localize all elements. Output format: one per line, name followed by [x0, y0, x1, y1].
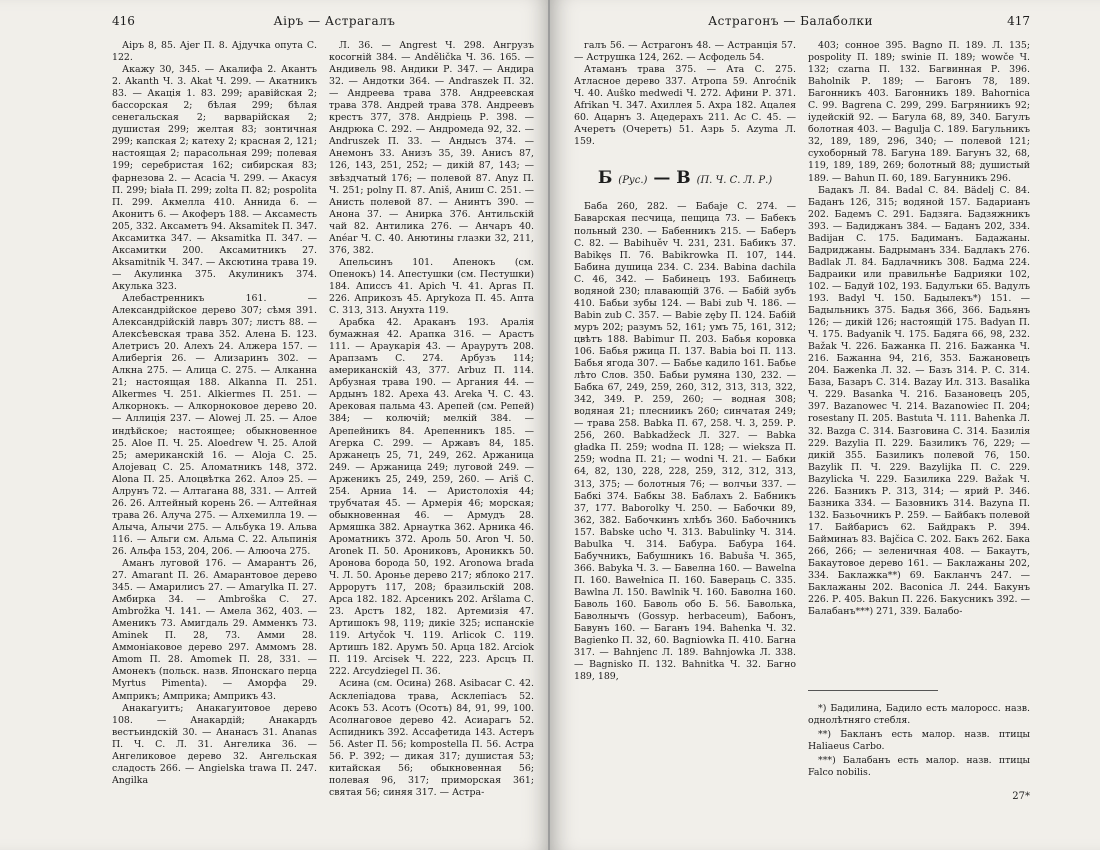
- left-column-2: [329, 40, 534, 840]
- footnote: ***) Балабанъ есть малор. назв. птицы Falco nobilis.: [808, 755, 1030, 779]
- footnote: **) Бакланъ есть малор. назв. птицы Haliaeus Carbo.: [808, 729, 1030, 753]
- right-running-header: [574, 14, 1030, 32]
- paragraph: галъ 56. — Астрагонъ 48. — Астранція 57. — Аструшка 124, 262. — Асфодель 54.: [574, 40, 796, 64]
- right-header-title: Астрагонъ — Балаболки: [708, 14, 873, 28]
- section-letter-b: Б: [597, 168, 613, 189]
- section-letter-v: В: [676, 168, 691, 189]
- left-running-header: [112, 14, 534, 32]
- paragraph: Бадакъ Л. 84. Badal С. 84. Bädelj С. 84. Баданъ 126, 315; водяной 157. Бадарианъ 202. Бадемъ С. 291. Бадзяга. Бадзяжникъ 393. — Бадиджанъ 384. — Баданъ 202, 334. Badiјан С. 175. Бадиманъ. Бадажаны. Бадриджаны. Бадрыманъ 334. Бадлакъ 276. Badlak Л. 84. Бадлачникъ 308. Бадма 224. Бадраики или правильнѣе Бадрияки 102, 102. — Бадуй 102, 193. Бадулъки 65. Bадулъ 193. Badyl Ч. 150. Бадылекъ*) 151. — Бадыльникъ 375. Бадья 366, 366. Бадьянъ 126; — дикій 126; настоящій 175. Badyan П. Ч. 175. Badyanik Ч. 175. Бадяга 66, 98, 232. Bažak Ч. 226. Бажанка П. 216. Бaжaнка Ч. 216. Бажанна 94, 216, 353. Бажановецъ 204. Бажenka Л. 32. — Базъ 314. Р. С. 314. База, Базаръ С. 314. Bazay Ил. 313. Basalika Ч. 229. Basanka Ч. 216. Базановецъ 205, 397. Bazanowec Ч. 214. Bazanowiec П. 204; rosestany П. 205. Bastuta Ч. 111. Bahenka Л. 32. Bazga С. 314. Базговина С. 314. Базилія 229. Bazylia П. 229. Базиликъ 76, 229; — дикій 355. Базиликъ полевой 76, 150. Bazylik П. Ч. 229. Bazylijka П. С. 229. Bazylicka Ч. 229. Базилика 229. Bažak Ч. 226. Базникъ Р. 313, 314; — ярий Р. 346. Базника 334. — Базовникъ 314. Bazyna П. 132. Базьочникъ Р. 259. — Байбакъ полевой 17. Байбарисъ 62. Байдракъ Р. 394. Байминаъ 83. Bajčica С. 202. Бакъ 262. Бака 266, 266; — зеленичная 408. — Бакаутъ, Бакаутовое дерево 161. — Баклажаны 202, 334. Баклажка**) 69. Бакланчъ 247. — Баклажаны 202. Baconica Л. 244. Бакунъ 226. Р. 405. Bakun П. 226. Бакусникъ 392. — Балабанъ***) 271, 339. Балабо-: [808, 184, 1030, 618]
- right-column-1: [574, 40, 796, 840]
- left-page-number: 416: [112, 14, 135, 28]
- left-column-1: [112, 40, 317, 840]
- paragraph: Баба 260, 282. — Бабаје С. 274. — Баварская песчица, пещица 73. — Бабекъ польный 230. — Бабенникъ 215. — Баберъ С. 82. — Babihuěv Ч. 231, 231. Бабикъ 37. Babikęs П. 76. Babikrowka П. 107, 144. Бабина душица 234. С. 234. Babina dachila С. 46, 342. — Бабинецъ 193. Бабинецъ водяной 230; плавающій 376. — Бабій зубъ 410. Бабьи зубы 124. — Babi zub Ч. 186. — Babin zub С. 357. — Babie zęby П. 124. Бабій муръ 202; разумъ 52, 161; умъ 75, 161, 312; цвѣтъ 188. Babimur П. 203. Бабья коровка 106. Бабья ржица П. 137. Babia boi П. 113. Бабья ягода 307. — Бабье кадило 161. Бабье лѣто Слов. 350. Бабьи румяна 130, 232. — Бабка 67, 249, 259, 260, 312, 313, 313, 322, 342, 349. Р. 259, 260; — водная 308; водяная 21; плесниикъ 260; синчатая 249; — трава 258. Babka П. 67, 258. Ч. 3, 259. Р. 256, 260. Babkadžeck Л. 327. — Babka gładka П. 259; wodna П. 128; — wieksza П. 259; wodna П. 21; — wodni Ч. 21. — Бабки 64, 82, 130, 228, 228, 259, 312, 312, 313, 313, 375; — болотныя 76; — волчьи 337. — Бабкі 374. Бабкы 38. Баблахъ 2. Бабникъ 37, 177. Baborolky Ч. 250. — Бабочки 89, 362, 382. Бабочкинъ хлѣбъ 360. Бабочникъ 157. Babske ucho Ч. 313. Babulinky Ч. 314. Babulka Ч. 314. Бабура. Бабура 164. Бабучникъ, Бабушникъ 16. Babuša Ч. 365, 366. Babyka Ч. 3. — Бавелна 160. — Bawelna П. 160. Bawełnica П. 160. Бавераць С. 335. Bawlna Л. 150. Bawlnik Ч. 160. Баволна 160. Баволь 160. Баволь обо Б. 56. Баволька, Баволнычъ (Gossyp. herbaceum), Бабонъ, Бавунъ 160. — Баганъ 194. Bahenka Ч. 32. Bagienko П. 32, 60. Bagniowka П. 410. Багна 317. — Bahnjenc Л. 189. Bahnjowka Л. 338. — Bagnisko П. 132. Bahnitka Ч. 32. Багно 189, 189,: [574, 201, 796, 683]
- left-header-title: Аiръ — Астрагалъ: [273, 14, 396, 28]
- paragraph: Аiръ 8, 85. Ajer П. 8. Аjдучка опута С. 122.: [112, 40, 317, 64]
- section-heading: Б (Рус.) — В (П. Ч. С. Л. Р.): [597, 168, 773, 189]
- right-column-2: [808, 40, 1030, 840]
- paragraph: Анакагуитъ; Анакагуитовое дерево 108. — Анакардій; Анакардъ вестъиндскій 30. — Ананасъ 31. Ananas П. Ч. С. Л. 31. Ангелика 36. — Ангеликовое дерево 32. Ангельская сладость 266. — Angielska trawa П. 247. Angilka: [112, 702, 317, 786]
- left-columns: [112, 40, 534, 840]
- footnote: *) Бадилина, Бадило есть малоросс. назв. однолѣтняго стебля.: [808, 703, 1030, 727]
- footnote-rule: [808, 690, 938, 697]
- footnotes: [808, 703, 1030, 779]
- section-note-rus: (Рус.): [618, 175, 648, 187]
- right-page: [550, 0, 1100, 850]
- section-note-langs: (П. Ч. С. Л. Р.): [696, 175, 773, 187]
- signature-mark: 27*: [1012, 791, 1030, 803]
- paragraph: Арабка 42. Араканъ 193. Аралія бумажная 42. Арапка 316. — Арастъ 111. — Араукарія 43. — Араурутъ 208. Арапзамъ С. 274. Арбузъ 114; американскій 43, 377. Arbuz П. 114. Арбузная трава 190. — Аргания 44. — Ардынъ 182. Ареха 43. Areka Ч. С. 43. Арековая пальма 43. Арепей (см. Репей) 384; — колючій; мелкій 384. — Арепейникъ 84. Арепенникъ 185. — Агерка С. 299. — Аржавъ 84, 185. Аржанецъ 25, 71, 249, 262. Аржаница 249. — Аржаница 249; луговой 249. — Арженикъ 25, 249, 259, 260. — Arіš С. 254. Арниа 14. — Аристолохія 44; трубчатая 45. — Армерія 46; морская; обыкновенная 46. — Армудъ 28. Армяшка 382. Арнаутка 362. Арника 46. Ароматникъ 372. Ароль 50. Aron Ч. 50. Aronek П. 50. Арониковъ, Арониккъ 50. Аронова борода 50, 192. Aronowa brada Ч. Л. 50. Аронье дерево 217; яблоко 217. Аррорутъ 117, 208; бразильскій 208. Арса 182. 182. Арсеникъ 202. Aršlama С. 23. Арстъ 182, 182. Артемизія 47. Артишокъ 98, 119; дикіе 325; испанскіе 119. Artyčok Ч. 119. Arlicok С. 119. Артишъ 182. Арумъ 50. Арца 182. Arciok П. 119. Arcisek Ч. 222, 223. Арсцъ П. 222. Arcydziegel П. 36.: [329, 317, 534, 678]
- paragraph: Апельсинъ 101. Апенокъ (см. Опенокъ) 14. Апестушки (см. Пестушки) 184. Аписсъ 41. Apich Ч. 41. Apras П. 226. Априкозъ 45. Aprykoza П. 45. Апта С. 313, 313. Анухта 119.: [329, 256, 534, 317]
- paragraph: Алебастренникъ 161. — Александрійское дерево 307; сѣмя 391. Александрійскій лавръ 307; листъ 88. — Алексѣевская трава 352. Алена Б. 123. Алетрисъ 20. Алехъ 24. Алжера 157. — Алибергія 26. — Ализаринъ 302. — Алкна 275. — Алица С. 275. — Алканна 21; настоящая 188. Alkanna П. 251. Alkermes Ч. 251. Alkiermes П. 251. — Алкорнокъ. — Алкорноковое дерево 20. — Аллиція 237. — Alowej Л. 25. — Алое индѣйское; настоящее; обыкновенное 25. Aloe П. Ч. 25. Aloedrew Ч. 25. Алой 25; американскій 16. — Aloja С. 25. Алоjевац С. 25. Аломатникъ 148, 372. Alona П. 25. Алоцвѣтка 262. Алоэ 25. — Алрунъ 72. — Алтагана 88, 331. — Алтей 26. 26. Алтейный корень 26. — Алтейная трава 26. Алуча 275. — Алхемилла 19. — Алыча, Алычи 275. — Альбука 19. Альва 116. — Альги см. Альма С. 22. Альпинія 26. Альфа 153, 204, 206. — Алюоча 275.: [112, 292, 317, 557]
- paragraph: Атаманъ трава 375. — Ата С. 275. Атласное дерево 337. Атропа 59. Anroćnik Ч. 40. Auško medwedi Ч. 272. Афини Р. 371. Afrikan Ч. 347. Ахиллея 5. Axpa 182. Ацалея 60. Ацарнъ 3. Ацедерахъ 211. Ac С. 45. — Ачеретъ (Очеретъ) 51. Азрь 5. Azyma Л. 159.: [574, 64, 796, 148]
- paragraph: 403; сонное 395. Bagno П. 189. Л. 135; pospolity П. 189; swinie П. 189; wowče Ч. 132; czarna П. 132. Багвинная Р. 396. Baholnik Р. 189; — Багонъ 78, 189. Багонникъ 403. Багонникъ 189. Bahornica С. 99. Bagrena С. 299, 299. Багряниикъ 92; iyдейскій 92. — Багула 68, 89, 340. Багулъ болотная 403. — Bagulja С. 189. Багульникъ 32, 189, 189, 296, 340; — полевой 121; сухоборный 78. Багуна 189. Багунъ 32, 68, 119, 189, 189, 269; болотный 88; душистый 189. — Bahun П. 60, 189. Багунникъ 296.: [808, 40, 1030, 184]
- right-columns: [574, 40, 1030, 840]
- paragraph: Акажу 30, 345. — Акалифа 2. Акантъ 2. Akanth Ч. 3. Akat Ч. 299. — Акатникъ 83. — Акація 1. 83. 299; аравійская 2; бассорская 2; бѣлая 299; бѣлая сенегальская 2; варварійская 2; душистая 299; желтая 83; зонтичная 299; капская 2; катеху 2; красная 2, 121; настоящая 2; парасольная 299; полевая 199; серебристая 162; сибирская 83; фарнезова 2. — Acacia Ч. 299. — Акасуя П. 299; biała П. 299; zolta П. 82; pospolita П. 299. Акмелла 410. Аннида 6. — Аконитъ 6. — Акоферъ 188. — Аксаместь 205, 332. Аксаметъ 94. Aksamitek П. 347. Аксамитка 347. — Aksamitka П. 347. — Аксамитки 200. Аксамитникъ 27. Aksamitnik Ч. 347. — Аксютина трава 19. — Акулинка 375. Акулиникъ 374. Акулька 323.: [112, 64, 317, 292]
- paragraph: Асина (см. Осина) 268. Asibacar С. 42. Асклепіадова трава, Асклепiасъ 52. Асокъ 53. Асотъ (Осотъ) 84, 91, 99, 100. Асолнаговое дерево 42. Асиарагъ 52. Аспидникъ 392. Ассафетида 143. Астеръ 56. Aster П. 56; kompostella П. 56. Астра 56. Р. 392; — дикая 317; душистая 53; китайская 56; обыкновенная 56; полевая 96, 317; приморская 361; святая 56; синяя 317. — Астра-: [329, 678, 534, 798]
- paragraph: Л. 36. — Angrest Ч. 298. Ангрузъ косогнiй 384. — Andělička Ч. 36. 165. — Андивель 98. Андики Р. 347. — Андира 32. — Андотки 364. — Andraszek П. 32. — Андреева трава 378. Андреевская трава 378. Андрей трава 378. Андреевъ крестъ 377, 378. Андрiець Р. 398. — Андрюка С. 292. — Андромеда 92, 32. — Andruszek П. 33. — Андысъ 374. — Анемонъ 33. Анизъ 35, 39. Анисъ 87, 126, 143, 251, 252; — дикій 87, 143; — звѣздчатый 176; — полевой 87. Anyz П. Ч. 251; polny П. 87. Aniš, Аниш С. 251. — Анисть полевой 87. — Анинтъ 390. — Анона 37. — Анирка 376. Антильскій чай 82. Антилика 276. — Анчаръ 40. Anéar Ч. С. 40. Анютины глазки 32, 211, 376, 382.: [329, 40, 534, 256]
- paragraph: Аманъ луговой 176. — Амарантъ 26, 27. Amarant П. 26. Амарантовое дерево 345. — Амарилисъ 27. — Amarylka П. 27. Амбирка 34. — Ambroška С. 27. Ambrožka Ч. 141. — Амела 362, 403. — Аменикъ 73. Амигдаль 29. Амменкъ 73. Aminek П. 28, 73. Амми 28. Аммоніаковое дерево 297. Аммомъ 28. Amom П. 28. Amomek П. 28, 331. — Амонекъ (польск. назв. Японскаго перца Myrtus Pimenta). — Аморфа 29. Амприкъ; Амприка; Амприкъ 43.: [112, 558, 317, 702]
- right-page-number: 417: [1007, 14, 1030, 28]
